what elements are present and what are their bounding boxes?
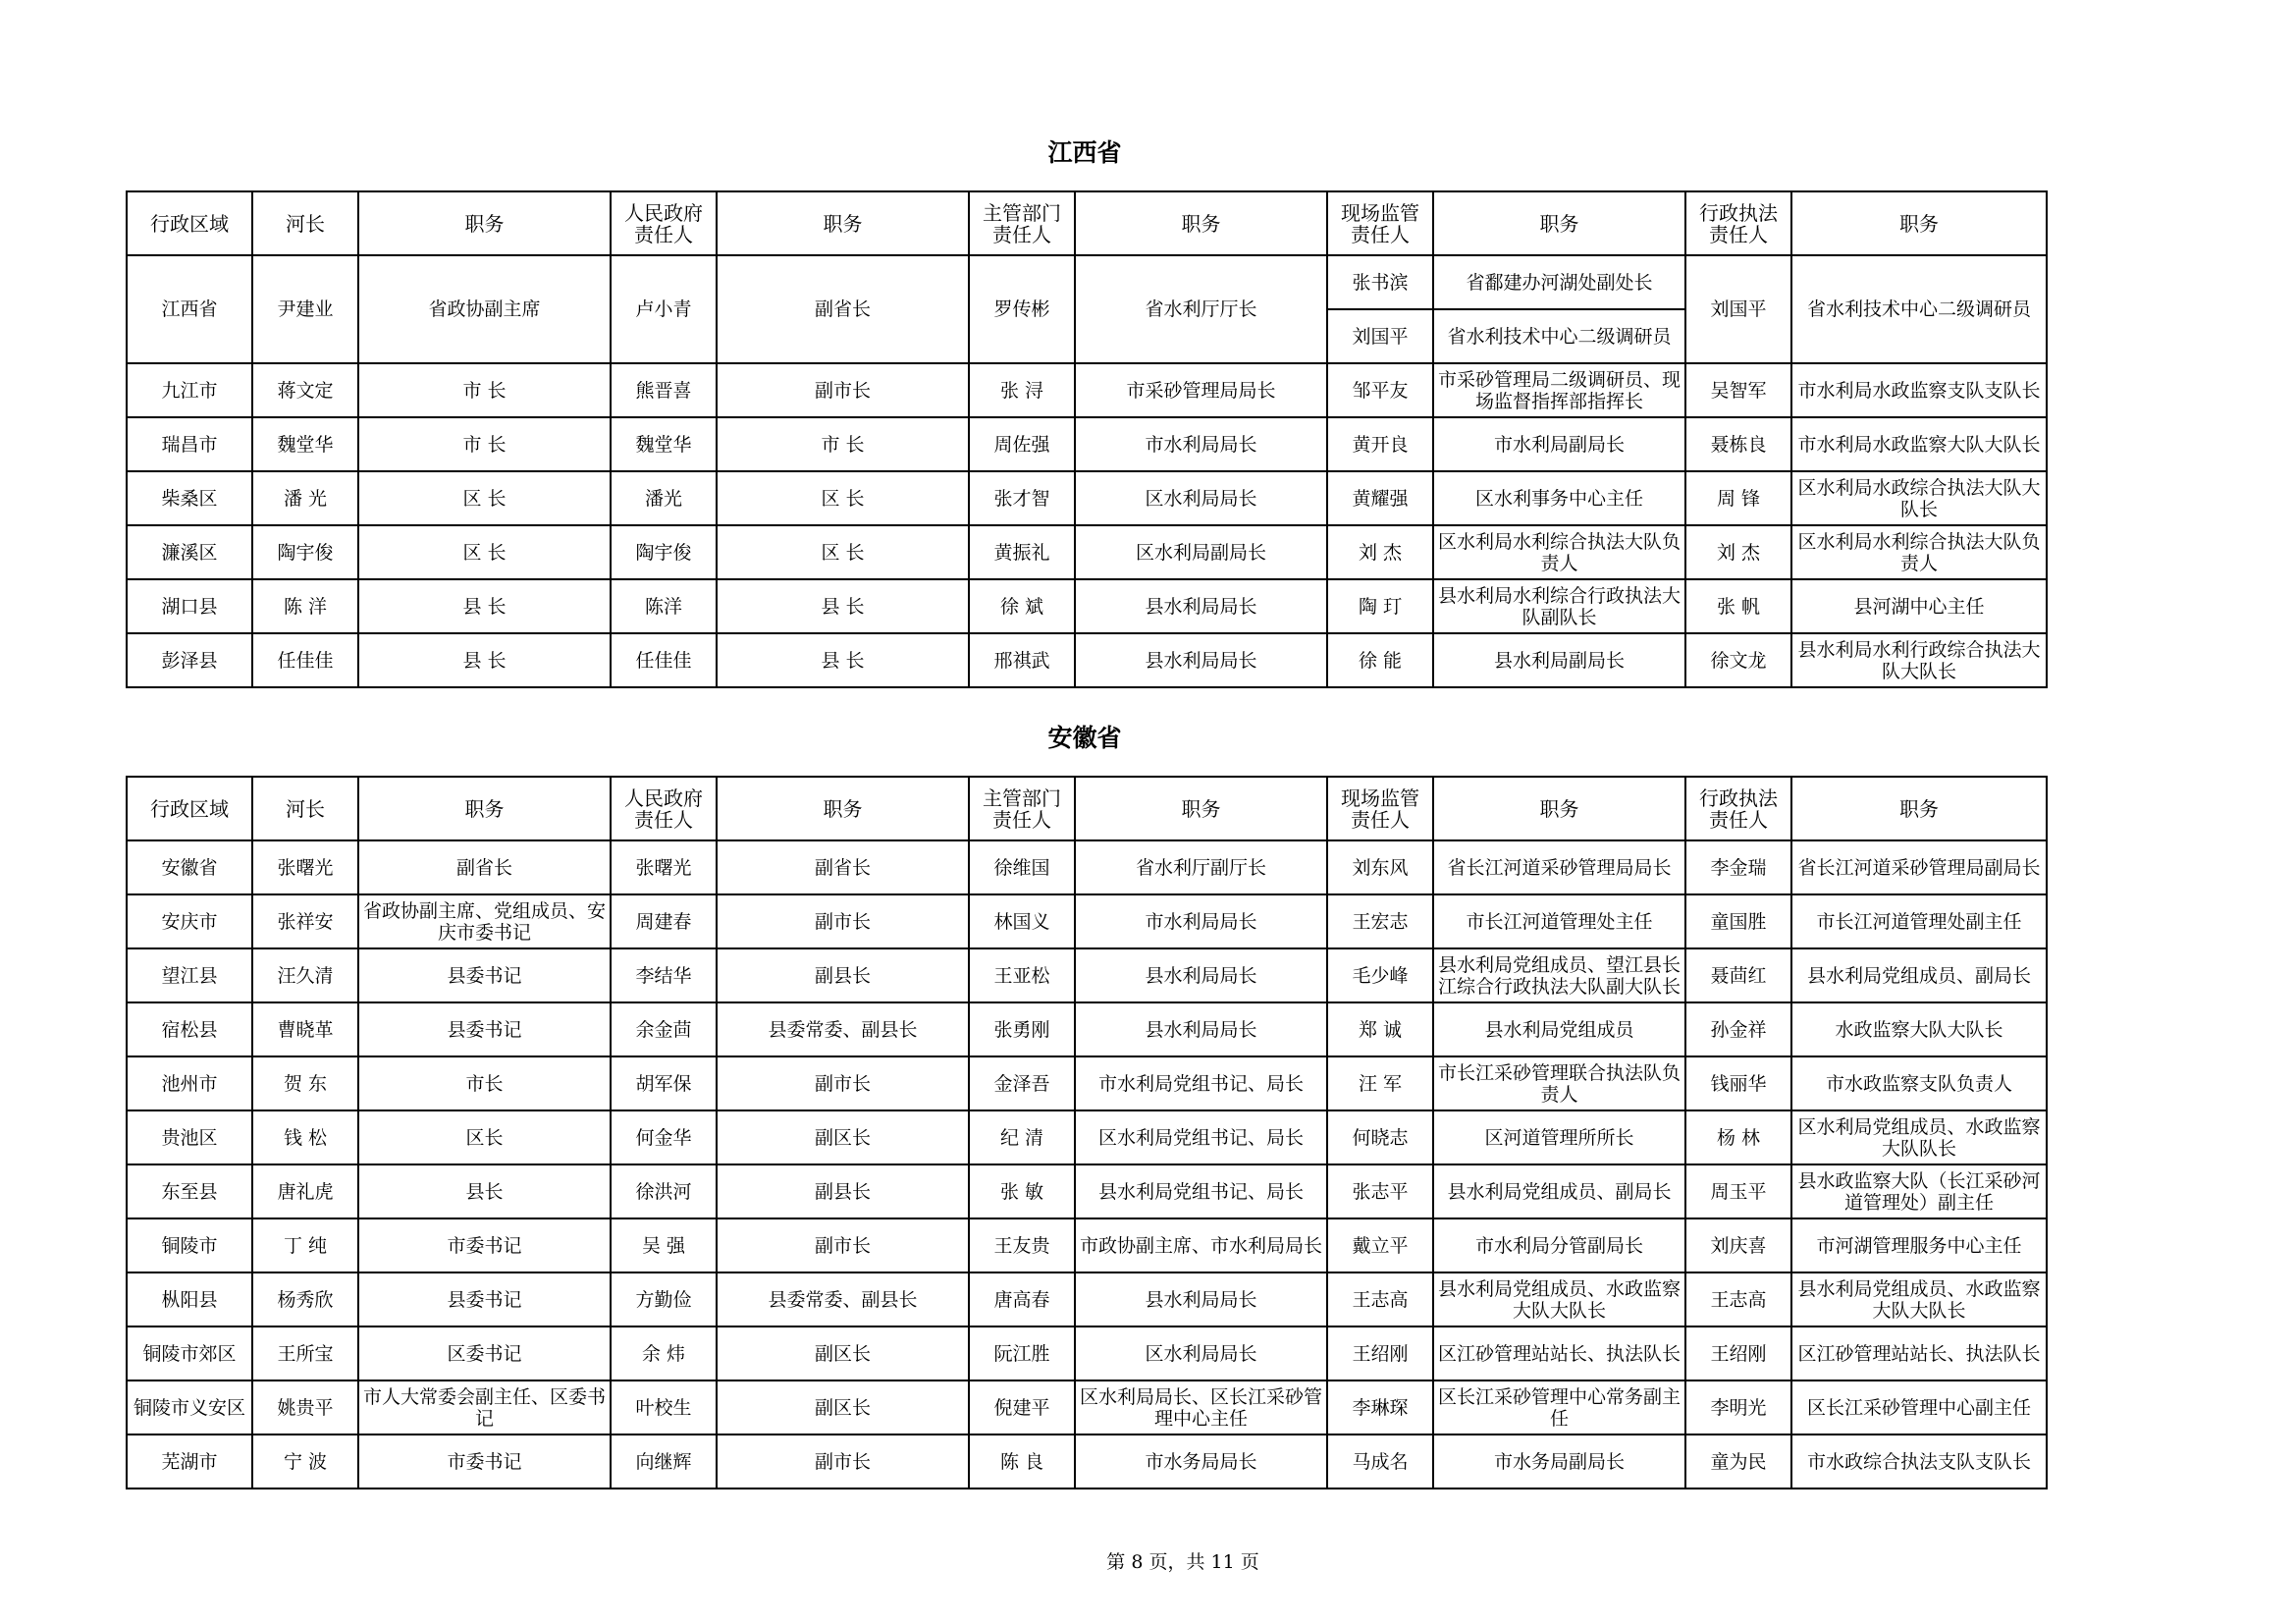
table-row	[127, 633, 2047, 687]
table-row	[127, 417, 2047, 471]
table-cell: 潘光	[611, 471, 717, 525]
table-cell: 姚贵平	[252, 1380, 358, 1435]
table-cell: 副区长	[717, 1380, 969, 1435]
table-cell: 叶校生	[611, 1380, 717, 1435]
table-cell: 区水利局水政综合执法大队大队长	[1791, 471, 2047, 525]
table-cell: 副省长	[717, 840, 969, 894]
table-cell: 县委常委、副县长	[717, 1002, 969, 1056]
table-cell: 芜湖市	[127, 1435, 252, 1489]
table-row	[127, 525, 2047, 579]
table-cell: 张祥安	[252, 894, 358, 948]
table-header-row	[127, 777, 2047, 840]
table-cell: 县水利局水利行政综合执法大队大队长	[1791, 633, 2047, 687]
table-cell: 县 长	[717, 579, 969, 633]
table-cell: 黄开良	[1327, 417, 1433, 471]
table-row	[127, 1272, 2047, 1326]
table-cell: 倪建平	[969, 1380, 1075, 1435]
table-cell: 钱 松	[252, 1110, 358, 1164]
table-cell: 副市长	[717, 894, 969, 948]
column-header: 职务	[1075, 191, 1327, 255]
table-cell: 刘东风	[1327, 840, 1433, 894]
table-cell: 江西省	[127, 255, 252, 363]
table-row	[127, 1002, 2047, 1056]
table-row	[127, 1164, 2047, 1218]
table-cell: 市采砂管理局局长	[1075, 363, 1327, 417]
table-cell: 张才智	[969, 471, 1075, 525]
table-row	[127, 255, 2047, 309]
table-cell: 童国胜	[1685, 894, 1791, 948]
table-cell: 胡军保	[611, 1056, 717, 1110]
table-cell: 阮江胜	[969, 1326, 1075, 1380]
table-cell: 市 长	[358, 417, 611, 471]
table-cell: 刘国平	[1327, 309, 1433, 363]
table-cell: 童为民	[1685, 1435, 1791, 1489]
table-cell: 区河道管理所所长	[1433, 1110, 1685, 1164]
table-cell: 周玉平	[1685, 1164, 1791, 1218]
table-cell: 陶宇俊	[611, 525, 717, 579]
table-cell: 市采砂管理局二级调研员、现场监督指挥部指挥长	[1433, 363, 1685, 417]
table-cell: 蒋文定	[252, 363, 358, 417]
table-cell: 县长	[358, 1164, 611, 1218]
table-cell: 县水利局局长	[1075, 633, 1327, 687]
table-cell: 区水利局副局长	[1075, 525, 1327, 579]
table-cell: 余 炜	[611, 1326, 717, 1380]
table-cell: 张曙光	[611, 840, 717, 894]
table-header-row	[127, 191, 2047, 255]
table-cell: 金泽吾	[969, 1056, 1075, 1110]
table-cell: 市水利局水政监察支队支队长	[1791, 363, 2047, 417]
table-cell: 区 长	[717, 471, 969, 525]
table-cell: 县水利局局长	[1075, 579, 1327, 633]
table-cell: 区 长	[358, 525, 611, 579]
table-cell: 钱丽华	[1685, 1056, 1791, 1110]
table-cell: 杨 林	[1685, 1110, 1791, 1164]
table-cell: 县委书记	[358, 948, 611, 1002]
table-cell: 聂栋良	[1685, 417, 1791, 471]
table-cell: 区水利局党组成员、水政监察 大队队长	[1791, 1110, 2047, 1164]
table-cell: 县委书记	[358, 1002, 611, 1056]
table-cell: 何金华	[611, 1110, 717, 1164]
table-cell: 区 长	[717, 525, 969, 579]
table-row	[127, 948, 2047, 1002]
column-header: 职务	[1433, 777, 1685, 840]
table-cell: 省鄱建办河湖处副处长	[1433, 255, 1685, 309]
column-header: 河长	[252, 191, 358, 255]
table-cell: 省政协副主席	[358, 255, 611, 363]
column-header: 职务	[1075, 777, 1327, 840]
table-cell: 王绍刚	[1327, 1326, 1433, 1380]
table-cell: 区江砂管理站站长、执法队长	[1433, 1326, 1685, 1380]
table-cell: 汪 军	[1327, 1056, 1433, 1110]
table-cell: 何晓志	[1327, 1110, 1433, 1164]
table-cell: 县水利局党组成员、水政监察大队大队长	[1433, 1272, 1685, 1326]
table-cell: 区水利局水利综合执法大队负责人	[1791, 525, 2047, 579]
table-cell: 县水利局副局长	[1433, 633, 1685, 687]
table-row	[127, 1056, 2047, 1110]
table-cell: 濂溪区	[127, 525, 252, 579]
table-cell: 刘 杰	[1327, 525, 1433, 579]
table-cell: 罗传彬	[969, 255, 1075, 363]
table-cell: 徐洪河	[611, 1164, 717, 1218]
column-header: 职务	[1791, 777, 2047, 840]
table-cell: 市人大常委会副主任、区委书记	[358, 1380, 611, 1435]
table-cell: 王亚松	[969, 948, 1075, 1002]
table-cell: 安庆市	[127, 894, 252, 948]
table-cell: 徐 斌	[969, 579, 1075, 633]
table-cell: 县水利局水利综合行政执法大队副队长	[1433, 579, 1685, 633]
table-cell: 潘 光	[252, 471, 358, 525]
table-cell: 杨秀欣	[252, 1272, 358, 1326]
column-header: 行政执法责任人	[1685, 191, 1791, 255]
table-cell: 市政协副主席、市水利局局长	[1075, 1218, 1327, 1272]
table-cell: 徐 能	[1327, 633, 1433, 687]
table-cell: 林国义	[969, 894, 1075, 948]
table-cell: 副县长	[717, 1164, 969, 1218]
table-cell: 市水利局局长	[1075, 894, 1327, 948]
table-cell: 王所宝	[252, 1326, 358, 1380]
table-cell: 张 浔	[969, 363, 1075, 417]
table-cell: 县委常委、副县长	[717, 1272, 969, 1326]
table-cell: 区长	[358, 1110, 611, 1164]
column-header: 现场监管责任人	[1327, 777, 1433, 840]
table-cell: 周 锋	[1685, 471, 1791, 525]
table-cell: 市长	[358, 1056, 611, 1110]
table-cell: 铜陵市义安区	[127, 1380, 252, 1435]
table-cell: 瑞昌市	[127, 417, 252, 471]
table-cell: 副区长	[717, 1326, 969, 1380]
table-cell: 县水利局局长	[1075, 1002, 1327, 1056]
table-cell: 曹晓革	[252, 1002, 358, 1056]
table-cell: 区长江采砂管理中心副主任	[1791, 1380, 2047, 1435]
table-row	[127, 1435, 2047, 1489]
table-cell: 尹建业	[252, 255, 358, 363]
table-cell: 区 长	[358, 471, 611, 525]
table-cell: 市委书记	[358, 1218, 611, 1272]
table-cell: 余金茴	[611, 1002, 717, 1056]
table-cell: 任佳佳	[252, 633, 358, 687]
table-cell: 区长江采砂管理中心常务副主任	[1433, 1380, 1685, 1435]
table-cell: 县水利局党组成员、副局长	[1433, 1164, 1685, 1218]
section-title-anhui: 安徽省	[1047, 724, 1122, 752]
table-cell: 邹平友	[1327, 363, 1433, 417]
table-cell: 九江市	[127, 363, 252, 417]
roster-table-jiangxi	[126, 190, 2048, 688]
column-header: 主管部门责任人	[969, 777, 1075, 840]
table-cell: 魏堂华	[611, 417, 717, 471]
table-cell: 刘 杰	[1685, 525, 1791, 579]
table-cell: 铜陵市郊区	[127, 1326, 252, 1380]
table-cell: 副区长	[717, 1110, 969, 1164]
table-cell: 县水政监察大队（长江采砂河道管理处）副主任	[1791, 1164, 2047, 1218]
column-header: 行政区域	[127, 777, 252, 840]
table-cell: 魏堂华	[252, 417, 358, 471]
table-cell: 副市长	[717, 1435, 969, 1489]
table-cell: 唐礼虎	[252, 1164, 358, 1218]
table-cell: 贺 东	[252, 1056, 358, 1110]
roster-table-anhui	[126, 776, 2048, 1489]
table-cell: 戴立平	[1327, 1218, 1433, 1272]
table-cell: 市水政综合执法支队支队长	[1791, 1435, 2047, 1489]
table-cell: 陈洋	[611, 579, 717, 633]
table-cell: 贵池区	[127, 1110, 252, 1164]
table-cell: 唐高春	[969, 1272, 1075, 1326]
table-cell: 方勤俭	[611, 1272, 717, 1326]
table-cell: 李结华	[611, 948, 717, 1002]
table-cell: 水政监察大队大队长	[1791, 1002, 2047, 1056]
table-cell: 县水利局党组书记、局长	[1075, 1164, 1327, 1218]
table-cell: 丁 纯	[252, 1218, 358, 1272]
table-cell: 市水利局副局长	[1433, 417, 1685, 471]
table-cell: 张 敏	[969, 1164, 1075, 1218]
table-cell: 区委书记	[358, 1326, 611, 1380]
column-header: 职务	[1433, 191, 1685, 255]
page-footer: 第 8 页，共 11 页	[1106, 1551, 1259, 1573]
table-row	[127, 363, 2047, 417]
table-cell: 区江砂管理站站长、执法队长	[1791, 1326, 2047, 1380]
table-cell: 王友贵	[969, 1218, 1075, 1272]
table-cell: 望江县	[127, 948, 252, 1002]
table-cell: 县水利局局长	[1075, 1272, 1327, 1326]
table-cell: 市水利局局长	[1075, 417, 1327, 471]
table-cell: 省水利技术中心二级调研员	[1433, 309, 1685, 363]
table-cell: 湖口县	[127, 579, 252, 633]
table-cell: 市长江河道管理处副主任	[1791, 894, 2047, 948]
table-cell: 张 帆	[1685, 579, 1791, 633]
table-cell: 周建春	[611, 894, 717, 948]
table-cell: 刘国平	[1685, 255, 1791, 363]
table-cell: 池州市	[127, 1056, 252, 1110]
column-header: 职务	[358, 777, 611, 840]
table-cell: 县水利局党组成员、副局长	[1791, 948, 2047, 1002]
table-cell: 县河湖中心主任	[1791, 579, 2047, 633]
table-cell: 副省长	[717, 255, 969, 363]
table-cell: 陶宇俊	[252, 525, 358, 579]
table-cell: 王绍刚	[1685, 1326, 1791, 1380]
table-row	[127, 1110, 2047, 1164]
table-cell: 市水利局分管副局长	[1433, 1218, 1685, 1272]
column-header: 现场监管责任人	[1327, 191, 1433, 255]
table-cell: 省长江河道采砂管理局局长	[1433, 840, 1685, 894]
table-cell: 铜陵市	[127, 1218, 252, 1272]
table-cell: 卢小青	[611, 255, 717, 363]
table-cell: 省长江河道采砂管理局副局长	[1791, 840, 2047, 894]
table-cell: 彭泽县	[127, 633, 252, 687]
table-cell: 区水利局局长、区长江采砂管理中心主任	[1075, 1380, 1327, 1435]
table-cell: 柴桑区	[127, 471, 252, 525]
table-cell: 向继辉	[611, 1435, 717, 1489]
table-cell: 市河湖管理服务中心主任	[1791, 1218, 2047, 1272]
table-cell: 市委书记	[358, 1435, 611, 1489]
table-cell: 市 长	[717, 417, 969, 471]
table-cell: 县委书记	[358, 1272, 611, 1326]
table-cell: 省水利技术中心二级调研员	[1791, 255, 2047, 363]
table-cell: 宁 波	[252, 1435, 358, 1489]
table-cell: 徐维国	[969, 840, 1075, 894]
table-cell: 王志高	[1685, 1272, 1791, 1326]
table-row	[127, 894, 2047, 948]
table-cell: 区水利局水利综合执法大队负责人	[1433, 525, 1685, 579]
column-header: 职务	[717, 191, 969, 255]
table-row	[127, 1326, 2047, 1380]
table-row	[127, 1218, 2047, 1272]
table-cell: 毛少峰	[1327, 948, 1433, 1002]
column-header: 人民政府责任人	[611, 191, 717, 255]
table-cell: 县水利局局长	[1075, 948, 1327, 1002]
table-cell: 张志平	[1327, 1164, 1433, 1218]
column-header: 职务	[1791, 191, 2047, 255]
table-cell: 黄耀强	[1327, 471, 1433, 525]
table-cell: 市 长	[358, 363, 611, 417]
table-cell: 孙金祥	[1685, 1002, 1791, 1056]
table-cell: 区水利局局长	[1075, 471, 1327, 525]
section-title-jiangxi: 江西省	[1047, 138, 1122, 167]
column-header: 职务	[358, 191, 611, 255]
table-cell: 陈 洋	[252, 579, 358, 633]
table-cell: 聂茴红	[1685, 948, 1791, 1002]
table-cell: 副县长	[717, 948, 969, 1002]
table-row	[127, 579, 2047, 633]
table-cell: 王宏志	[1327, 894, 1433, 948]
table-cell: 区水利局局长	[1075, 1326, 1327, 1380]
column-header: 主管部门责任人	[969, 191, 1075, 255]
table-cell: 区水利事务中心主任	[1433, 471, 1685, 525]
table-cell: 市水利局水政监察大队大队长	[1791, 417, 2047, 471]
table-cell: 周佐强	[969, 417, 1075, 471]
table-cell: 省政协副主席、党组成员、安庆市委书记	[358, 894, 611, 948]
table-cell: 刘庆喜	[1685, 1218, 1791, 1272]
table-cell: 郑 诚	[1327, 1002, 1433, 1056]
table-cell: 东至县	[127, 1164, 252, 1218]
table-cell: 市水务局局长	[1075, 1435, 1327, 1489]
table-cell: 区水利局党组书记、局长	[1075, 1110, 1327, 1164]
table-cell: 市水利局党组书记、局长	[1075, 1056, 1327, 1110]
table-cell: 副市长	[717, 1056, 969, 1110]
table-cell: 枞阳县	[127, 1272, 252, 1326]
column-header: 人民政府责任人	[611, 777, 717, 840]
table-cell: 市长江河道管理处主任	[1433, 894, 1685, 948]
table-cell: 张书滨	[1327, 255, 1433, 309]
table-cell: 省水利厅副厅长	[1075, 840, 1327, 894]
table-cell: 市水政监察支队负责人	[1791, 1056, 2047, 1110]
table-cell: 陈 良	[969, 1435, 1075, 1489]
table-cell: 邢祺武	[969, 633, 1075, 687]
table-row	[127, 1380, 2047, 1435]
table-cell: 县 长	[717, 633, 969, 687]
table-cell: 任佳佳	[611, 633, 717, 687]
table-cell: 吴 强	[611, 1218, 717, 1272]
table-cell: 县水利局党组成员、水政监察大队大队长	[1791, 1272, 2047, 1326]
table-cell: 省水利厅厅长	[1075, 255, 1327, 363]
table-cell: 副市长	[717, 363, 969, 417]
table-cell: 宿松县	[127, 1002, 252, 1056]
column-header: 行政执法责任人	[1685, 777, 1791, 840]
table-cell: 张曙光	[252, 840, 358, 894]
table-cell: 李明光	[1685, 1380, 1791, 1435]
table-cell: 张勇刚	[969, 1002, 1075, 1056]
table-cell: 徐文龙	[1685, 633, 1791, 687]
table-cell: 副市长	[717, 1218, 969, 1272]
table-cell: 市水务局副局长	[1433, 1435, 1685, 1489]
table-cell: 黄振礼	[969, 525, 1075, 579]
table-cell: 吴智军	[1685, 363, 1791, 417]
table-cell: 王志高	[1327, 1272, 1433, 1326]
column-header: 职务	[717, 777, 969, 840]
table-cell: 汪久清	[252, 948, 358, 1002]
table-cell: 副省长	[358, 840, 611, 894]
table-cell: 安徽省	[127, 840, 252, 894]
column-header: 行政区域	[127, 191, 252, 255]
table-cell: 县水利局党组成员	[1433, 1002, 1685, 1056]
table-cell: 李金瑞	[1685, 840, 1791, 894]
table-cell: 县 长	[358, 579, 611, 633]
table-cell: 李琳琛	[1327, 1380, 1433, 1435]
column-header: 河长	[252, 777, 358, 840]
table-cell: 纪 清	[969, 1110, 1075, 1164]
table-cell: 县 长	[358, 633, 611, 687]
table-cell: 陶 玎	[1327, 579, 1433, 633]
table-cell: 县水利局党组成员、望江县长江综合行政执法大队副大队长	[1433, 948, 1685, 1002]
table-row	[127, 840, 2047, 894]
table-cell: 市长江采砂管理联合执法队负责人	[1433, 1056, 1685, 1110]
table-cell: 熊晋喜	[611, 363, 717, 417]
table-cell: 马成名	[1327, 1435, 1433, 1489]
table-row	[127, 471, 2047, 525]
